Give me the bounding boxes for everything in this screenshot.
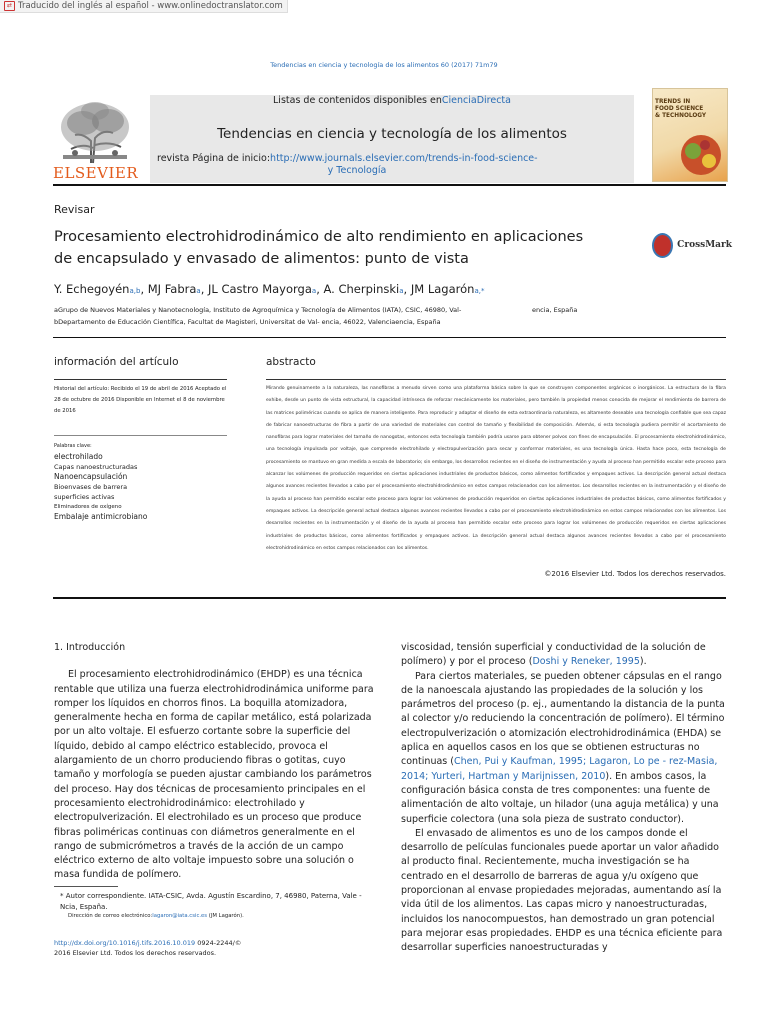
author-list	[54, 282, 484, 296]
keyword: Nanoencapsulación	[54, 472, 128, 481]
doi-block	[54, 938, 354, 958]
article-type: Revisar	[54, 203, 95, 216]
abstract-heading: abstracto	[266, 356, 316, 368]
homepage-url-link-continued[interactable]: y Tecnología	[327, 165, 387, 176]
article-info-rule	[54, 379, 227, 380]
translation-banner-text[interactable]: Traducido del inglés al español - www.onlinedoctranslator.com	[18, 1, 283, 11]
abstract-divider	[53, 597, 726, 599]
corresponding-author-footnote	[60, 891, 380, 913]
author-affiliation-mark[interactable]: a	[196, 287, 201, 295]
paragraph-text: ). En ambos casos, la configuración básica consta de tres componentes: una fuente de alimentación de alto voltaje, un hilador (una aguja metálica) y una superficie colectora (una sola pieza de sustrato conductor).	[401, 770, 719, 825]
doi-link[interactable]: http://dx.doi.org/10.1016/j.tifs.2016.10.019	[54, 939, 196, 947]
header-divider	[53, 184, 726, 186]
body-paragraph: El envasado de alimentos es uno de los campos donde el desarrollo de películas funcionales puede aportar un valor añadido al producto final. Recientemente, mucha investigación se ha centrado en el desarrollo de barreras de agua y/u oxígeno que proporcionan al envase propiedades mejoradas, aumentando así la vida útil de los alimentos. Las capas micro y nanoestructuradas, incluidos los nanocompuestos, han demostrado un gran potencial para mejorar esas propiedades. EHDP es una técnica eficiente para desarrollar superficies nanoestructuradas y	[401, 827, 723, 954]
body-right-column	[401, 641, 726, 956]
footnote-rule	[54, 886, 118, 887]
citation-link[interactable]: Doshi y Reneker, 1995	[532, 656, 640, 668]
author-affiliation-mark[interactable]: a	[311, 287, 317, 295]
cover-title	[655, 99, 725, 120]
journal-homepage	[157, 153, 557, 164]
keyword: Capas nanoestructuradas	[54, 463, 138, 471]
abstract-text: Mirando genuinamente a la naturaleza, las nanofibras a menudo sirven como una plataforma básica sobre la que se construyen componentes orgánicos o inorgánicos. La estructura de la fibra exhibe, desde un punto de vista estructural, la capacidad intrínseca de reforzar mecánicamente los materiales, pero también la propiedad menos conocida de mejorar el rendimiento de barrera de las matrices poliméricas cuando se aplica de manera inteligente. Para reproducir y adaptar el diseño de esta extraordinaria naturaleza, es altamente deseable una tecnología confiable que sea capaz de fabricar nanoestructuras de fibra a partir de una variedad de materiales con control de tamaño y flexibilidad de composición. Además, si esta tecnología pudiera permitir el acortamiento de nanofibras para lograr materiales del tamaño de nanogotas, entonces esta tecnología también podría usarse para obtener polvos con fines de encapsulación. El procesamiento electrohidrodinámico, una tecnología impulsada por voltaje, que comprende electrohilado y electropulverización para secar y conformar materiales, es una tecnología única. Hasta hace poco, esta tecnología de procesamiento se mantuvo en gran medida a escala de laboratorio; sin embargo, los desarrollos recientes en el diseño de instrumentación y ayuda al proceso han permitido escalar este proceso para alcanzar los volúmenes de producción requeridos en ciertas aplicaciones industriales de productos básicos, como alimentos fortificados y empaques activos. La descripción general actual destaca algunos avances recientes llevados a cabo por el procesamiento electrohidrodinámico en estos campos relacionados con los alimentos. Los desarrollos recientes en la instrumentación y el diseño de la ayuda al proceso han permitido escalar este proceso para lograr los volúmenes de producción requeridos en ciertas aplicaciones industriales de productos básicos, como alimentos fortificados y empaques activos. La descripción general actual destaca algunos avances recientes llevados a cabo por el procesamiento electrohidrodinámico en estos campos relacionados con los alimentos. Los desarrollos recientes en la instrumentación y el diseño de la ayuda al proceso han permitido escalar este proceso para lograr los volúmenes de producción requeridos en ciertas aplicaciones industriales de productos básicos, como alimentos fortificados y empaques activos. La descripción general actual destaca algunos avances recientes llevados a cabo por el procesamiento electrohidrodinámico en estos campos relacionados con los alimentos.	[266, 386, 726, 551]
keyword: electrohilado	[54, 452, 103, 461]
crossmark-label: CrossMark	[677, 240, 732, 250]
homepage-url-link[interactable]: http://www.journals.elsevier.com/trends-in-food-science-	[270, 153, 538, 164]
journal-title: Tendencias en ciencia y tecnología de los alimentos	[217, 126, 567, 142]
keyword-list	[54, 452, 227, 522]
cover-title-line: TRENDS IN	[655, 99, 691, 105]
keyword: Eliminadores de oxígeno	[54, 504, 122, 510]
publisher-name: ELSEVIER	[53, 164, 139, 182]
author-affiliation-mark[interactable]: a,b	[129, 287, 141, 295]
author-name[interactable]: , JL Castro Mayorga	[200, 282, 312, 296]
affiliation-a-end: encia, España	[532, 306, 578, 314]
author-name[interactable]: , MJ Fabra	[140, 282, 197, 296]
cover-title-line: & TECHNOLOGY	[655, 113, 707, 119]
body-left-column	[54, 641, 376, 883]
affiliation-divider	[53, 337, 726, 338]
journal-cover-image[interactable]	[652, 88, 728, 182]
author-name[interactable]: , A. Cherpinski	[316, 282, 400, 296]
issn: 0924-2244/©	[195, 939, 242, 947]
email-prefix: Dirección de correo electrónico:	[68, 913, 153, 919]
section-heading: 1. Introducción	[54, 642, 126, 653]
body-paragraph: El procesamiento electrohidrodinámico (EHDP) es una técnica rentable que utiliza una fuerza electrohidrodinámica uniforme para romper los líquidos en chorros finos. La boquilla atomizadora, generalmente hecha en forma de capilar metálico, está polarizada por un alto voltaje. El esfuerzo cortante sobre la superficie del líquido, debido al campo eléctrico establecido, provoca el alargamiento de un chorro produciendo fibras o gotitas, cuyo tamaño y morfología se pueden ajustar cambiando los parámetros del proceso. Hay dos técnicas de procesamiento principales en el procesamiento electrohidrodinámico: electrohilado y electropulverización. El electrohilado es un proceso que produce fibras poliméricas continuas con diámetros generalmente en el rango de submicrómetros a través de la acción de un campo eléctrico externo de alto voltaje impuesto sobre una solución o masa fundida de polímero.	[54, 669, 374, 881]
keyword: Bioenvases de barrera	[54, 483, 128, 491]
contents-line	[150, 95, 634, 106]
doi-copyright: 2016 Elsevier Ltd. Todos los derechos reservados.	[54, 949, 217, 957]
citation-link[interactable]: Chen, Pui y Kaufman, 1995; Lagaron, Lo pe - rez-Masia, 2014; Yurteri, Hartman y Marijnissen, 2010	[401, 756, 718, 782]
author-name[interactable]: , JM Lagarón	[403, 282, 475, 296]
article-info-heading: información del artículo	[54, 356, 179, 368]
affiliation-a: aGrupo de Nuevos Materiales y Nanotecnología, Instituto de Agroquímica y Tecnología de Alimentos (IATA), CSIC, 46980, Val-	[54, 306, 462, 314]
email-footnote	[68, 913, 368, 919]
affiliation-b: bDepartamento de Educación Científica, Facultat de Magisteri, Universitat de Val- encia, 46022, Valenciaencia, España	[54, 318, 441, 326]
footnote-star: *	[60, 892, 64, 900]
abstract-copyright: ©2016 Elsevier Ltd. Todos los derechos reservados.	[544, 570, 726, 578]
email-suffix: (JM Lagarón).	[207, 913, 244, 919]
contents-prefix: Listas de contenidos disponibles en	[273, 95, 442, 106]
abstract-rule	[266, 379, 726, 380]
journal-reference[interactable]: Tendencias en ciencia y tecnología de los alimentos 60 (2017) 71m79	[270, 61, 498, 69]
cover-food-illustration	[671, 131, 723, 177]
crossmark-button[interactable]	[652, 230, 732, 260]
cover-title-line: FOOD SCIENCE	[655, 106, 704, 112]
keywords-label: Palabras clave:	[54, 443, 92, 449]
paragraph-text: Para ciertos materiales, se pueden obtener cápsulas en el rango de la nanoescala ajustando las propiedades de la solución y los parámetros del proceso (p. ej., aumentando la distancia de la punta al colector y/o reduciendo la concentración de polímero). El término electropulverización o atomización electrohidrodinámica (EHDA) se aplica en aquellos casos en los que se obtienen estructuras no continuas (	[401, 670, 725, 768]
paragraph-text: ).	[639, 656, 647, 668]
author-name[interactable]: Y. Echegoyén	[54, 282, 130, 296]
footnote-text: Autor correspondiente. IATA-CSIC, Avda. Agustín Escardino, 7, 46980, Paterna, Vale - Ncia, España.	[60, 892, 362, 911]
article-history: Historial del artículo: Recibido el 19 de abril de 2016 Aceptado el 28 de octubre de 2016 Disponible en Internet el 8 de noviembre de 2016	[54, 386, 227, 414]
body-paragraph	[401, 670, 726, 827]
email-link[interactable]: lagaron@iata.csic.es	[152, 913, 208, 919]
keyword: superficies activas	[54, 493, 115, 501]
body-paragraph	[401, 641, 726, 670]
author-affiliation-mark[interactable]: a	[399, 287, 404, 295]
paragraph-text: viscosidad, tensión superficial y conductividad de la solución de polímero) y por el proceso (	[401, 642, 706, 668]
sciencedirect-link[interactable]: CienciaDirecta	[441, 95, 511, 106]
author-affiliation-mark[interactable]: a,*	[474, 287, 485, 295]
keyword: Embalaje antimicrobiano	[54, 512, 148, 521]
homepage-prefix: revista Página de inicio:	[157, 153, 271, 164]
crossmark-icon	[652, 233, 673, 258]
article-title: Procesamiento electrohidrodinámico de alto rendimiento en aplicaciones de encapsulado y envasado de alimentos: punto de vista	[54, 229, 584, 267]
translate-icon: ⇄	[4, 1, 15, 11]
translation-banner[interactable]	[0, 0, 288, 13]
keywords-rule	[54, 435, 227, 436]
